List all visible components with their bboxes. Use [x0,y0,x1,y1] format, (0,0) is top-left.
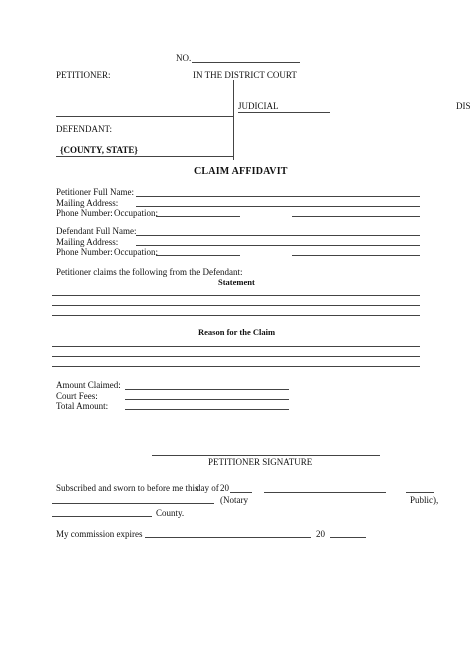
defendant-full-name-label: Defendant Full Name: [56,226,137,236]
county-state-label: {COUNTY, STATE} [60,145,138,155]
petitioner-occupation-label: Occupation: [114,208,158,218]
total-amount-label: Total Amount: [56,401,109,411]
header-divider [233,80,234,160]
subscribed-text: Subscribed and sworn to before me this [56,483,199,493]
public-label: Public), [410,495,439,505]
signature-label: PETITIONER SIGNATURE [208,457,313,467]
defendant-occupation-line[interactable] [292,255,420,256]
year-line[interactable] [230,492,252,493]
defendant-mailing-line[interactable] [136,245,420,246]
commission-year-line[interactable] [330,537,366,538]
day-of-label: day of [196,483,219,493]
signature-line[interactable] [152,455,380,456]
amount-claimed-label: Amount Claimed: [56,380,121,390]
court-fees-line[interactable] [125,399,289,400]
case-number-label: NO. [176,53,192,63]
reason-line[interactable] [52,356,420,357]
petitioner-full-name-line[interactable] [136,196,420,197]
notary-label: (Notary [220,495,248,505]
day-line[interactable] [52,503,214,504]
reason-line[interactable] [52,346,420,347]
commission-date-line[interactable] [145,537,311,538]
defendant-full-name-line[interactable] [136,235,420,236]
defendant-phone-label: Phone Number: [56,247,113,257]
county-line[interactable] [52,516,152,517]
petitioner-label: PETITIONER: [56,70,111,80]
amount-claimed-line[interactable] [125,389,289,390]
petitioner-occupation-line[interactable] [292,216,420,217]
case-number-line[interactable] [192,62,300,63]
court-label: IN THE DISTRICT COURT [193,70,297,80]
petitioner-phone-line[interactable] [156,216,240,217]
defendant-mailing-label: Mailing Address: [56,237,119,247]
district-truncated-label: DIS [456,101,471,111]
statement-line[interactable] [52,305,420,306]
petitioner-mailing-line[interactable] [136,206,420,207]
reason-heading: Reason for the Claim [198,327,276,337]
petitioner-mailing-label: Mailing Address: [56,198,119,208]
defendant-occupation-label: Occupation: [114,247,158,257]
claims-intro-text: Petitioner claims the following from the Defendant: [56,267,243,277]
defendant-phone-line[interactable] [156,255,240,256]
reason-line[interactable] [52,366,420,367]
petitioner-phone-label: Phone Number: [56,208,113,218]
defendant-label: DEFENDANT: [56,124,113,134]
notary-extra-line[interactable] [406,492,434,493]
commission-year-prefix: 20 [316,529,325,539]
court-fees-label: Court Fees: [56,391,98,401]
notary-name-line[interactable] [264,492,386,493]
judicial-label: JUDICIAL [238,101,279,111]
county-label: County. [156,508,185,518]
year-prefix-label: 20 [220,483,229,493]
defendant-divider-line [56,156,234,157]
judicial-line[interactable] [238,112,330,113]
statement-heading: Statement [218,277,255,287]
statement-line[interactable] [52,315,420,316]
commission-label: My commission expires [56,529,143,539]
page-title: CLAIM AFFIDAVIT [194,166,288,177]
petitioner-divider-line [56,116,234,117]
total-amount-line[interactable] [125,409,289,410]
statement-line[interactable] [52,295,420,296]
petitioner-full-name-label: Petitioner Full Name: [56,187,134,197]
